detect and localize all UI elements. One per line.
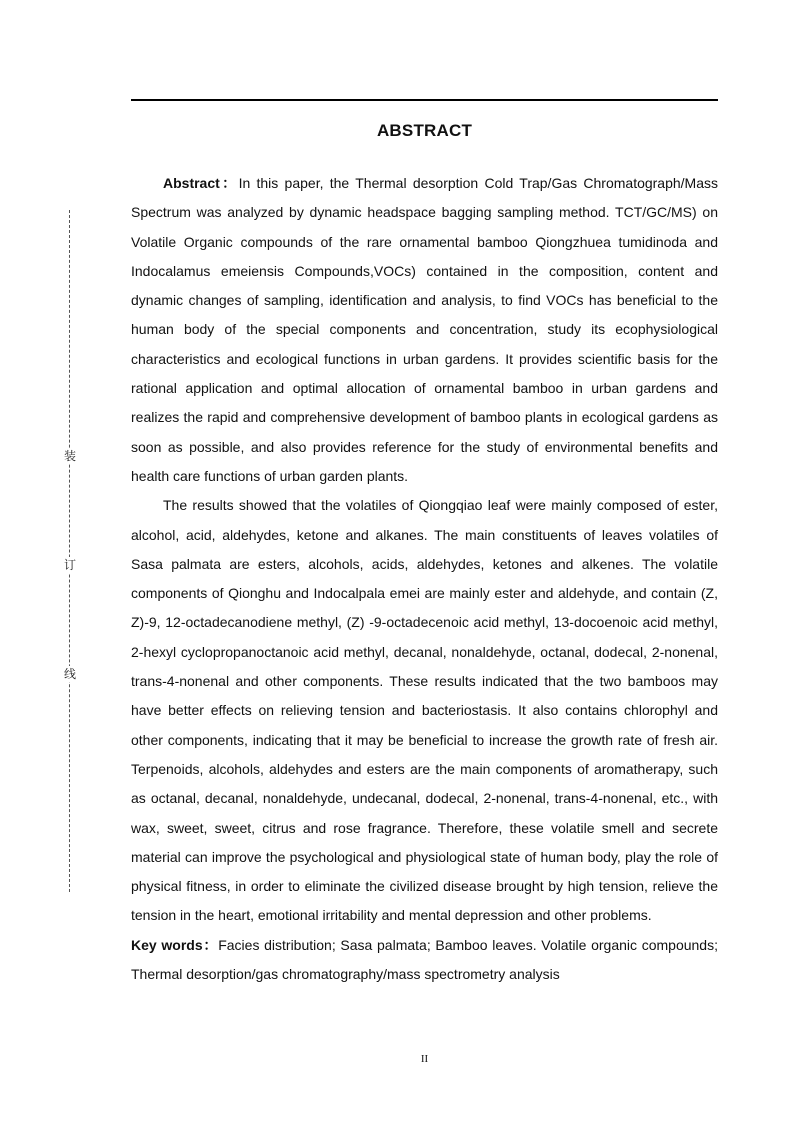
binding-mark-ding: 订 [63,558,76,572]
keywords-paragraph [131,931,718,990]
abstract-body [131,169,718,989]
binding-margin [62,210,78,892]
binding-dashed-line [69,210,70,892]
binding-mark-xian: 线 [63,667,76,681]
abstract-text: In this paper, the Thermal desorption Cold Trap/Gas Chromatograph/Mass Spectrum was analyzed by dynamic headspace bagging sampling method. TCT/GC/MS) on Volatile Organic compounds of the rare ornamental bamboo Qiongzhuea tumidinoda and Indocalamus emeiensis Compounds,VOCs) contained in the composition, content and dynamic changes of sampling, identification and analysis, to find VOCs has beneficial to the human body of the special components and concentration, study its ecophysiological characteristics and ecological functions in urban gardens. It provides scientific basis for the rational application and optimal allocation of ornamental bamboo in urban gardens and realizes the rapid and comprehensive development of bamboo plants in ecological gardens as soon as possible, and also provides reference for the study of environmental benefits and health care functions of urban garden plants. [131,175,719,484]
keywords-label: Key words： [131,936,219,953]
abstract-label: Abstract： [163,175,239,191]
binding-mark-zhuang: 装 [63,449,76,463]
results-paragraph: The results showed that the volatiles of Qiongqiao leaf were mainly composed of ester, alcohol, acid, aldehydes, ketone and alkanes. The main constituents of leaves volatiles of Sasa palmata are esters, alcohols, acids, aldehydes, ketones and alkenes. The volatile components of Qionghu and Indocalpala emei are mainly ester and aldehyde, and contain (Z, Z)-9, 12-octadecanodiene methyl, (Z) -9-octadecenoic acid methyl, 13-docoenoic acid methyl, 2-hexyl cyclopropanoctanoic acid methyl, decanal, nonaldehyde, octanal, dodecal, 2-nonenal, trans-4-nonenal and other components. These results indicated that the two bamboos may have better effects on relieving tension and bacteriostasis. It also contains chlorophyl and other components, indicating that it may be beneficial to increase the growth rate of fresh air. Terpenoids, alcohols, aldehydes and esters are the main components of aromatherapy, such as octanal, decanal, nonaldehyde, undecanal, dodecal, 2-nonenal, trans-4-nonenal, etc., with wax, sweet, sweet, citrus and rose fragrance. Therefore, these volatile smell and secrete material can improve the psychological and physiological state of human body, play the role of physical fitness, in order to eliminate the civilized disease brought by high tension, relieve the tension in the heart, emotional irritability and mental depression and other problems. [131,497,718,924]
header-rule [131,99,718,101]
page-title: ABSTRACT [376,121,473,140]
abstract-paragraph [131,169,718,491]
keywords-text: Facies distribution; Sasa palmata; Bamboo leaves. Volatile organic compounds; Thermal desorption/gas chromatography/mass spectrometry analysis [131,936,718,983]
page-number: II [420,1053,429,1065]
